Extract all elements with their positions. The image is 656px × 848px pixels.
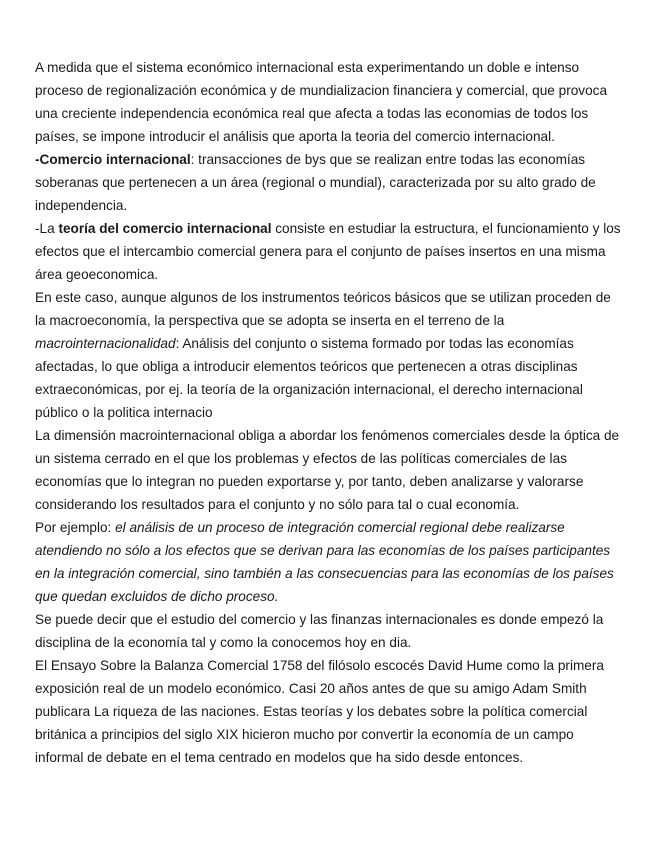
text-start: En este caso, aunque algunos de los instrumentos teóricos básicos que se utilizan proceden de la macroeconomía, la perspectiva que se adopta se inserta en el terreno de la [35,290,611,328]
text-rest: : Análisis del conjunto o sistema formado por todas las economías afectadas, lo que obliga a introducir elementos teóricos que pertenecen a otras disciplinas extraeconómicas, por ej. la teoría de la organización internacional, el derecho internacional público o la politica internacio [35,336,583,420]
definition-text: consiste en estudiar la estructura, el funcionamiento y los efectos que el intercambio comercial genera para el conjunto de países insertos en una misma área geoeconomica. [35,221,621,282]
text-start: Por ejemplo: [35,520,116,535]
term-comercio-internacional: -Comercio internacional [35,152,191,167]
paragraph-estudio-comercio: Se puede decir que el estudio del comercio y las finanzas internacionales es donde empezó la disciplina de la economía tal y como la conocemos hoy en dia. [35,612,604,650]
paragraph-teoria-definition [35,217,625,286]
term-teoria-comercio-internacional: teoría del comercio internacional [58,221,272,236]
document-page [35,56,625,769]
paragraph-ejemplo [35,516,625,608]
paragraph-comercio-internacional-definition [35,148,625,217]
paragraph-intro: A medida que el sistema económico internacional esta experimentando un doble e intenso proceso de regionalización económica y de mundializacion financiera y comercial, que provoca una creciente independencia económica real que afecta a todas las economias de todos los países, se impone introducir el análisis que aporta la teoria del comercio internacional. [35,60,608,144]
prefix-text: -La [35,221,59,236]
paragraph-macrointernacionalidad [35,286,625,424]
example-italic-text: el análisis de un proceso de integración comercial regional debe realizarse atendiendo no sólo a los efectos que se derivan para las economías de los países participantes en la integración comercial, sino también a las consecuencias para las economías de los países que quedan excluidos de dicho proceso. [35,520,614,604]
paragraph-ensayo-hume: El Ensayo Sobre la Balanza Comercial 1758 del filósolo escocés David Hume como la primera exposición real de un modelo económico. Casi 20 años antes de que su amigo Adam Smith publicara La riqueza de las naciones. Estas teorías y los debates sobre la política comercial británica a principios del siglo XIX hicieron mucho por convertir la economía de un campo informal de debate en el tema centrado en modelos que ha sido desde entonces. [35,658,604,765]
definition-text: : transacciones de bys que se realizan entre todas las economías soberanas que pertenecen a un área (regional o mundial), caracterizada por su alto grado de independencia. [35,152,596,213]
paragraph-dimension-macrointernacional: La dimensión macrointernacional obliga a abordar los fenómenos comerciales desde la óptica de un sistema cerrado en el que los problemas y efectos de las políticas comerciales de las economías que lo integran no pueden exportarse y, por tanto, deben analizarse y valorarse considerando los resultados para el conjunto y no sólo para tal o cual economía. [35,428,620,512]
term-macrointernacionalidad: macrointernacionalidad [35,336,176,351]
